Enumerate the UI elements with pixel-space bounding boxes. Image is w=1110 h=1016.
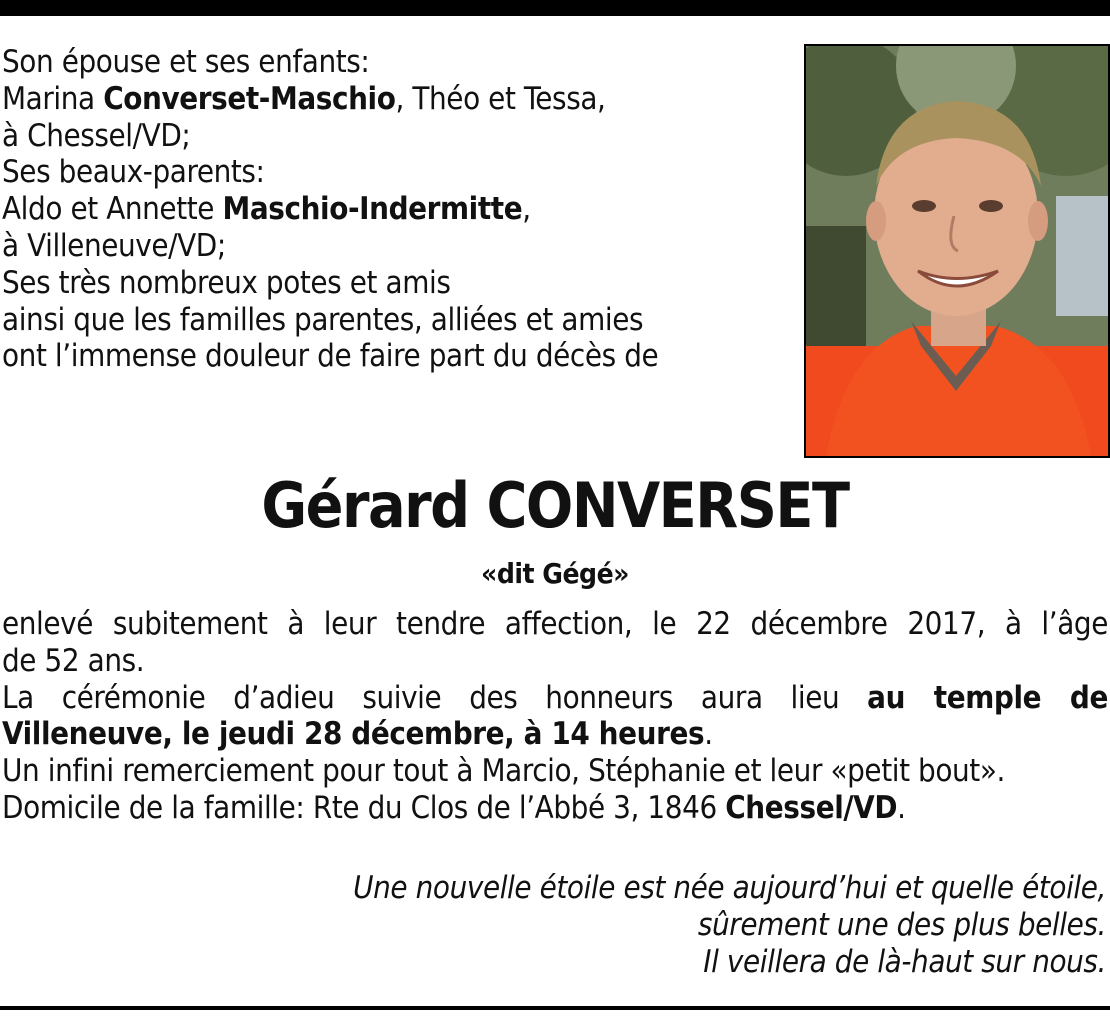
- body-line-5: Un infini remerciement pour tout à Marcio, Stéphanie et leur «petit bout».: [2, 753, 1005, 790]
- verse-line-1: Une nouvelle étoile est née aujourd’hui et quelle étoile,: [353, 870, 1106, 906]
- family-name-maschio-indermitte: Maschio-Indermitte: [222, 191, 523, 228]
- ceremony-date: Villeneuve, le jeudi 28 décembre, à 14 heures: [2, 716, 705, 753]
- body-line-1: enlevé subitement à leur tendre affection, le 22 décembre 2017, à l’âge: [2, 606, 1108, 642]
- bottom-rule: [0, 1006, 1110, 1010]
- text-span: .: [704, 716, 713, 753]
- family-announcement: [2, 44, 792, 375]
- intro-line-5: [2, 191, 792, 228]
- intro-line-9: ont l’immense douleur de faire part du décès de: [2, 338, 659, 375]
- ceremony-place: au temple de: [867, 679, 1108, 716]
- family-name-converset-maschio: Converset-Maschio: [103, 80, 396, 117]
- announcement-body: [2, 606, 1108, 827]
- verse-line-3: Il veillera de là-haut sur nous.: [703, 943, 1106, 980]
- text-span: Domicile de la famille: Rte du Clos de l’Abbé 3, 1846: [2, 789, 726, 826]
- text-span: La cérémonie d’adieu suivie des honneurs aura lieu: [2, 679, 868, 716]
- portrait-illustration: [806, 46, 1108, 456]
- intro-line-1: Son épouse et ses enfants:: [2, 44, 370, 80]
- body-line-2: de 52 ans.: [2, 642, 145, 679]
- text-span: ,: [522, 191, 531, 228]
- family-residence: Chessel/VD: [725, 789, 898, 826]
- deceased-name: Gérard CONVERSET: [261, 469, 849, 542]
- body-line-6: [2, 790, 1108, 827]
- text-span: .: [897, 789, 906, 826]
- text-span: , Théo et Tessa,: [395, 80, 606, 117]
- deceased-nickname: «dit Gégé»: [481, 557, 629, 590]
- portrait-photo: [804, 44, 1110, 458]
- intro-line-3: à Chessel/VD;: [2, 117, 191, 154]
- intro-line-6: à Villeneuve/VD;: [2, 227, 226, 264]
- verse-line-2: sûrement une des plus belles.: [697, 906, 1106, 943]
- top-rule: [0, 0, 1110, 16]
- body-line-3: [2, 680, 1108, 717]
- intro-line-4: Ses beaux-parents:: [2, 154, 265, 191]
- text-span: Aldo et Annette: [2, 191, 223, 228]
- text-span: Marina: [2, 80, 104, 117]
- closing-verse: [206, 870, 1106, 980]
- body-line-4: [2, 716, 1108, 753]
- intro-line-2: [2, 81, 792, 118]
- intro-line-8: ainsi que les familles parentes, alliées et amies: [2, 301, 644, 338]
- intro-line-7: Ses très nombreux potes et amis: [2, 264, 451, 301]
